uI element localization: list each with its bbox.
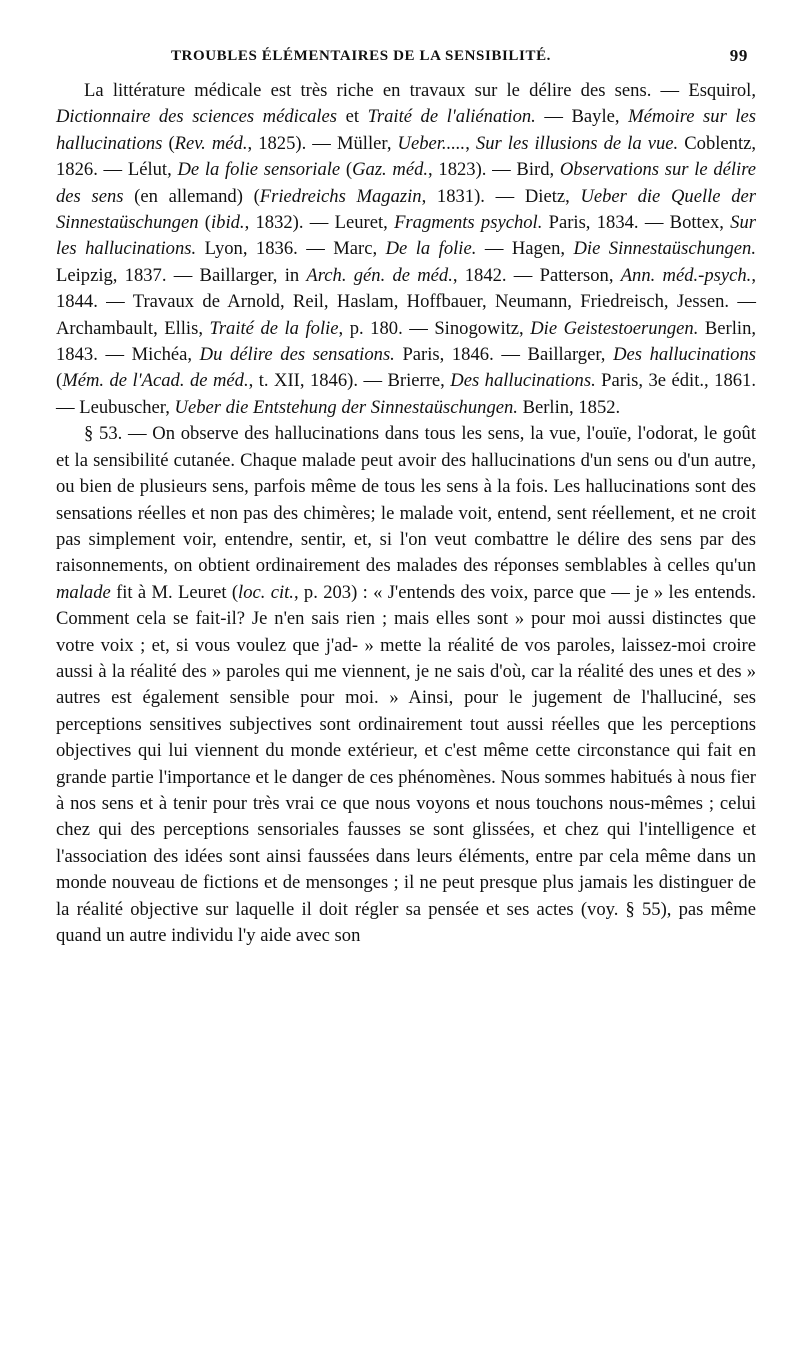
text-run: Lyon, 1836. — Marc, <box>196 238 386 260</box>
italic-run: Sur les illusions de la vue. <box>475 132 679 154</box>
italic-run: Ueber..... <box>397 132 466 154</box>
text-run: , 1823). — Bird, <box>428 159 560 181</box>
italic-run: Die Sinnestaüschungen. <box>573 238 756 260</box>
text-run: Leipzig, 1837. — Baillarger, in <box>56 264 307 286</box>
page-body <box>56 78 756 949</box>
text-run: fit à M. Leuret ( <box>110 581 239 603</box>
text-run: (en allemand) ( <box>123 185 260 207</box>
text-run: Paris, 3e édit., 1861. — Leubuscher, <box>56 370 756 418</box>
italic-run: De la folie. <box>385 238 477 260</box>
text-run: ( <box>56 370 63 392</box>
italic-run: Observations sur le délire des sens <box>56 159 757 207</box>
italic-run: De la folie sensoriale <box>177 159 341 181</box>
text-run: ( <box>340 159 353 181</box>
text-run: ( <box>162 132 175 154</box>
italic-run: Des hallucinations <box>613 344 756 366</box>
italic-run: Mémoire sur les hallucinations <box>56 106 757 154</box>
text-run: , 1832). — Leuret, <box>244 212 395 234</box>
italic-run: Mém. de l'Acad. de méd. <box>62 370 249 392</box>
text-run: ( <box>198 212 211 234</box>
text-run: — Hagen, <box>476 238 574 260</box>
text-run: — Bayle, <box>535 106 629 128</box>
italic-run: Dictionnaire des sciences médicales <box>56 106 338 128</box>
italic-run: Ann. méd.-psych. <box>620 264 752 286</box>
italic-run: Du délire des sensations. <box>199 344 395 366</box>
text-run: , t. XII, 1846). — Brierre, <box>248 370 451 392</box>
text-run: , 1831). — Dietz, <box>421 185 581 207</box>
italic-run: Des hallucinations. <box>450 370 596 392</box>
text-run: et <box>337 106 368 128</box>
text-run: , <box>465 132 476 154</box>
italic-run: Traité de l'aliénation. <box>367 106 536 128</box>
running-header <box>56 44 756 78</box>
bibliography-paragraph <box>56 78 756 421</box>
italic-run: ibid. <box>211 212 245 234</box>
running-title: TROUBLES ÉLÉMENTAIRES DE LA SENSIBILITÉ. <box>170 48 552 64</box>
italic-run: Friedreichs Magazin <box>259 185 422 207</box>
italic-run: loc. cit. <box>238 581 294 603</box>
text-run: Berlin, 1843. — Michéa, <box>56 317 757 366</box>
book-page <box>56 44 756 949</box>
text-run: Paris, 1834. — Bottex, <box>542 212 731 234</box>
italic-run: Traité de la folie <box>209 317 339 339</box>
text-run: Berlin, 1852. <box>517 396 621 418</box>
italic-run: Gaz. méd. <box>352 159 429 181</box>
italic-run: malade <box>56 581 111 603</box>
section-53-paragraph <box>56 421 756 949</box>
text-run: Paris, 1846. — Baillarger, <box>394 344 614 366</box>
text-run: § 53. — On observe des hallucinations dans tous les sens, la vue, l'ouïe, l'odorat, le goût et la sensibilité cutanée. Chaque malade peut avoir des hallucinations d'un sens ou d'un autre, ou bien de plusieurs sens, parfois même de tous les sens à la fois. Les hallucinations sont des sensations réelles et non pas des chimères; le malade voit, entend, sent réellement, et ne croit pas simplement voir, entendre, sentir, et, si l'on veut combattre le délire des sens par des raisonnements, on obtient ordinairement des malades des réponses semblables à celles qu'un <box>56 423 756 577</box>
italic-run: Ueber die Entstehung der Sinnestaüschungen. <box>174 396 518 418</box>
text-run: Coblentz, 1826. — Lélut, <box>56 132 757 181</box>
italic-run: Fragments psychol. <box>394 212 543 234</box>
text-run: , 1825). — Müller, <box>247 132 398 154</box>
italic-run: Ueber die Quelle der Sinnestaüschungen <box>56 185 756 234</box>
italic-run: Arch. gén. de méd. <box>306 264 453 286</box>
text-run: La littérature médicale est très riche en travaux sur le délire des sens. — Esquirol, <box>84 80 756 101</box>
text-run: , 1842. — Patterson, <box>452 264 621 286</box>
page-number: 99 <box>729 46 748 65</box>
italic-run: Rev. méd. <box>174 132 248 154</box>
italic-run: Die Geistestoerungen. <box>530 317 699 339</box>
text-run: , p. 203) : « J'entends des voix, parce que — je » les entends. Comment cela se fait-il? Je n'en sais rien ; mais elles sont » pour moi aussi distinctes que votre voix ; et, si vous voulez que j'ad- » mette la réalité de vos paroles, laissez-moi croire aussi à la réalité des » paroles qui me viennent, je ne sais d'où, car la réalité des unes et des » autres est également sensible pour moi. » Ainsi, pour le jugement de l'halluciné, ses perceptions sensitives subjectives sont ordinairement tout aussi réelles que les perceptions objectives qui lui viennent du monde extérieur, et c'est même cette circonstance qui fait en grande partie l'importance et le danger de ces phénomènes. Nous sommes habitués à nous fier à nos sens et à tenir pour très vrai ce que nous voyons et nous touchons nous-mêmes ; celui chez qui des perceptions sensoriales fausses se sont glissées, et chez qui l'intelligence et l'association des idées sont ainsi faussées dans leurs éléments, entre par cela même dans un monde nouveau de fictions et de mensonges ; il ne peut presque plus jamais les distinguer de la réalité objective sur laquelle il doit régler sa pensée et ses actes (voy. § 55), pas même quand un autre individu l'y aide avec son <box>56 581 756 946</box>
text-run: , 1844. — Travaux de Arnold, Reil, Haslam, Hoffbauer, Neumann, Friedreisch, Jessen. — Archambault, Ellis, <box>56 264 756 339</box>
text-run: , p. 180. — Sinogowitz, <box>338 317 531 339</box>
italic-run: Sur les hallucinations. <box>56 212 757 260</box>
